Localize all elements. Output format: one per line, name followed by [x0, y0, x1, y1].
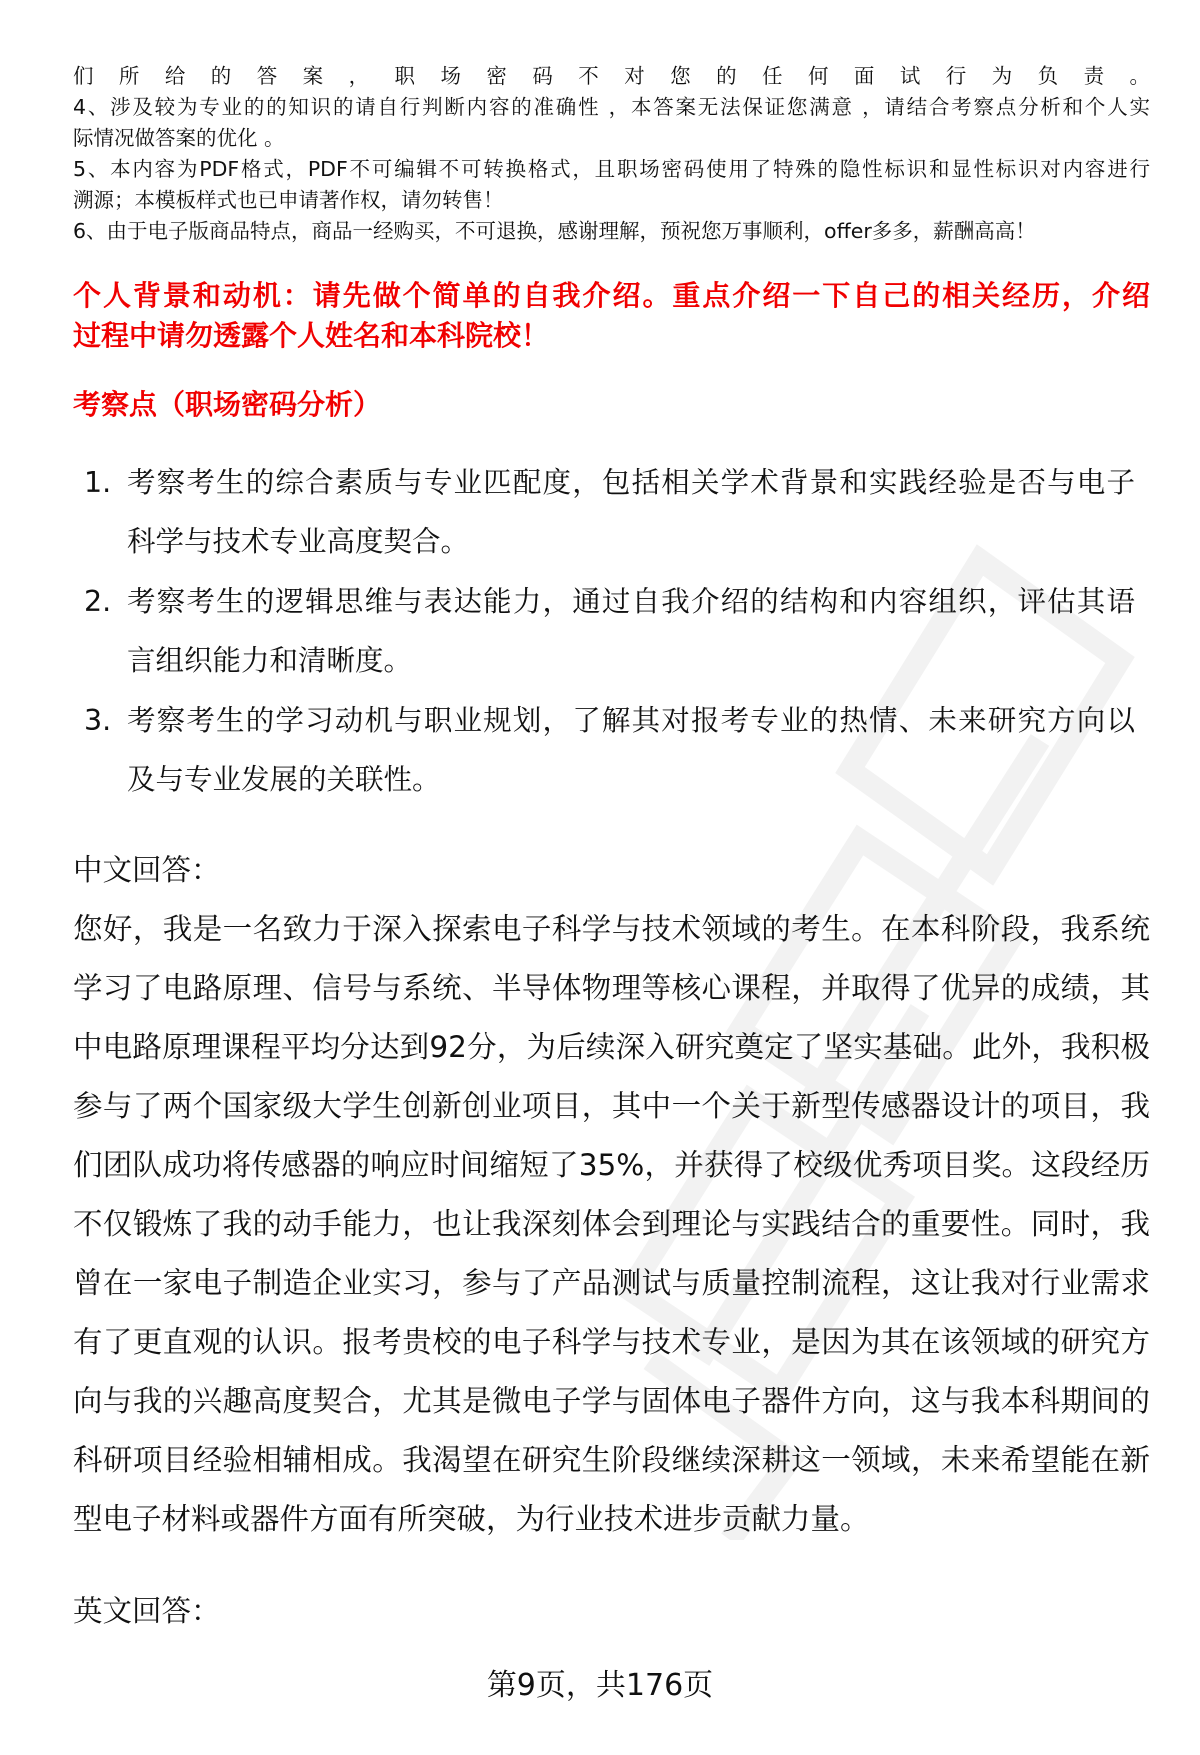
answer-line: 们团队成功将传感器的响应时间缩短了35%，并获得了校级优秀项目奖。这段经历 [73, 1148, 1150, 1182]
answer-line: 型电子材料或器件方面有所突破，为行业技术进步贡献力量。 [73, 1502, 870, 1536]
answer-line: 中电路原理课程平均分达到92分，为后续深入研究奠定了坚实基础。此外，我积极 [73, 1030, 1150, 1064]
list-item: 考察考生的综合素质与专业匹配度，包括相关学术背景和实践经验是否与电子 [127, 466, 1135, 499]
notice-line: 际情况做答案的优化 。 [73, 126, 285, 150]
answer-line: 参与了两个国家级大学生创新创业项目，其中一个关于新型传感器设计的项目，我 [73, 1089, 1150, 1123]
list-number: 2. [84, 585, 112, 618]
notice-line: 4、涉及较为专业的的知识的请自行判断内容的准确性 ，本答案无法保证您满意 ，请结合考察点分析和个人实 [73, 95, 1150, 119]
page-number: 第9页，共176页 [486, 1668, 714, 1703]
question-heading: 个人背景和动机：请先做个简单的自我介绍。重点介绍一下自己的相关经历，介绍 [73, 279, 1150, 312]
english-answer-label: 英文回答： [73, 1594, 221, 1628]
notice-line: 们所给的答案，职场密码不对您的任何面试行为负责。 [73, 64, 1150, 88]
notice-line: 6、由于电子版商品特点，商品一经购买，不可退换，感谢理解，预祝您万事顺利，offer多多，薪酬高高！ [73, 219, 1036, 243]
answer-line: 有了更直观的认识。报考贵校的电子科学与技术专业，是因为其在该领域的研究方 [73, 1325, 1150, 1359]
analysis-heading: 考察点（职场密码分析） [73, 388, 382, 421]
list-number: 3. [84, 704, 112, 737]
list-item: 科学与技术专业高度契合。 [127, 525, 470, 558]
list-item: 考察考生的逻辑思维与表达能力，通过自我介绍的结构和内容组织，评估其语 [127, 585, 1135, 618]
answer-line: 曾在一家电子制造企业实习，参与了产品测试与质量控制流程，这让我对行业需求 [73, 1266, 1150, 1300]
chinese-answer-label: 中文回答： [73, 853, 221, 887]
question-heading: 过程中请勿透露个人姓名和本科院校！ [73, 319, 550, 352]
list-item: 言组织能力和清晰度。 [127, 644, 413, 677]
answer-line: 您好，我是一名致力于深入探索电子科学与技术领域的考生。在本科阶段，我系统 [73, 912, 1150, 946]
list-item: 及与专业发展的关联性。 [127, 763, 441, 796]
answer-line: 向与我的兴趣高度契合，尤其是微电子学与固体电子器件方向，这与我本科期间的 [73, 1384, 1150, 1418]
notice-line: 溯源；本模板样式也已申请著作权，请勿转售！ [73, 188, 504, 212]
list-item: 考察考生的学习动机与职业规划，了解其对报考专业的热情、未来研究方向以 [127, 704, 1135, 737]
list-number: 1. [84, 466, 112, 499]
answer-line: 科研项目经验相辅相成。我渴望在研究生阶段继续深耕这一领域，未来希望能在新 [73, 1443, 1150, 1477]
answer-line: 学习了电路原理、信号与系统、半导体物理等核心课程，并取得了优异的成绩，其 [73, 971, 1150, 1005]
answer-line: 不仅锻炼了我的动手能力，也让我深刻体会到理论与实践结合的重要性。同时，我 [73, 1207, 1150, 1241]
notice-line: 5、本内容为PDF格式，PDF不可编辑不可转换格式，且职场密码使用了特殊的隐性标识和显性标识对内容进行 [73, 157, 1150, 181]
